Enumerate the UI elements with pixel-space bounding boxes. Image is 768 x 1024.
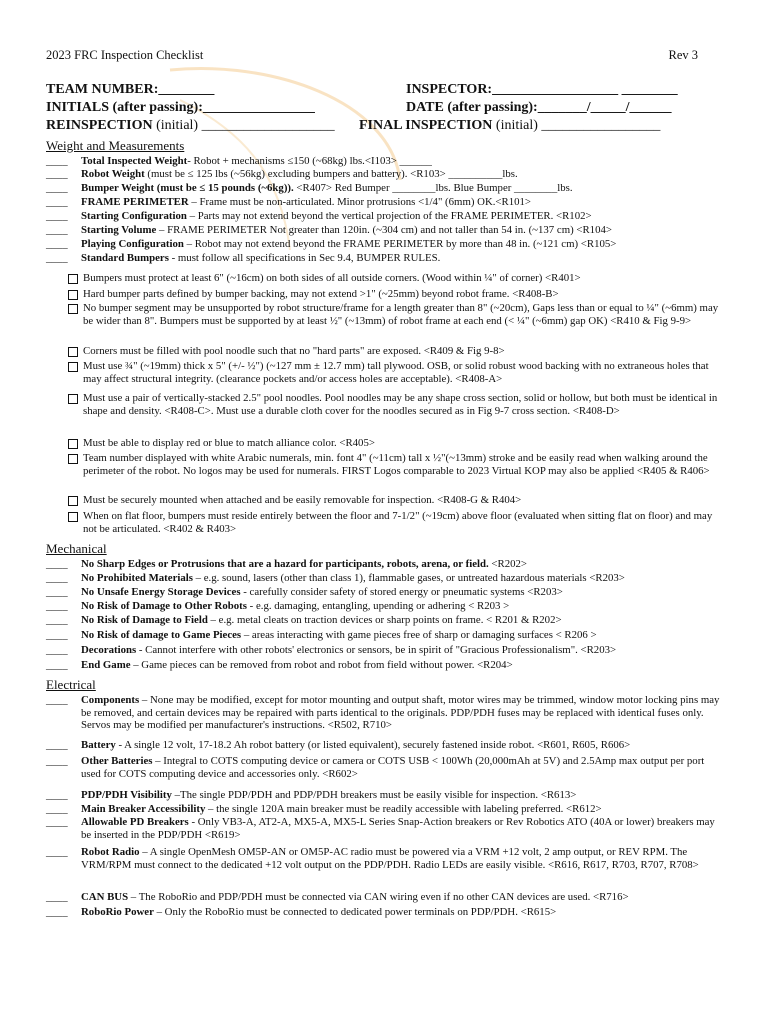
item-heading: Components [81, 694, 140, 706]
mechanical-section [46, 541, 107, 557]
item-heading: No Risk of Damage to Field [81, 614, 208, 626]
item-text: Other Batteries – Integral to COTS computing device or camera or COTS USB < 100Wh (20,000mAh at 5V) and 2.5Amp max output per port used for COTS computing device and accessories only. <R602> [81, 755, 705, 780]
checkbox[interactable] [68, 304, 78, 314]
final-inspection-blank: (initial) _________________ [492, 118, 661, 133]
electrical-item [46, 906, 726, 919]
item-heading: FRAME PERIMETER [81, 196, 189, 208]
checkbox[interactable] [68, 454, 78, 464]
item-heading: RoboRio Power [81, 906, 154, 918]
mechanical-section-title: Mechanical [46, 541, 107, 556]
item-text: Total Inspected Weight- Robot + mechanisms ≤150 (~68kg) lbs.<I103> ______ [81, 155, 432, 167]
item-heading: No Prohibited Materials [81, 572, 193, 584]
initials-field[interactable]: INITIALS (after passing):________________ [46, 100, 315, 115]
item-text: No Sharp Edges or Protrusions that are a hazard for participants, robots, arena, or field. <R202> [81, 558, 527, 570]
item-text: Allowable PD Breakers - Only VB3-A, AT2-A, MX5-A, MX5-L Series Snap-Action breakers or Rev Robotics ATO (40A or lower) breakers may be inserted in the PDP/PDH <R619> [81, 816, 715, 841]
electrical-item [46, 755, 726, 780]
item-text: Playing Configuration – Robot may not extend beyond the FRAME PERIMETER by more than 48 in. (~121 cm) <R105> [81, 238, 617, 250]
weight-item [46, 252, 726, 265]
subitem-text: Bumpers must protect at least 6" (~16cm) on both sides of all outside corners. (Wood within ¼" of corner) <R401> [83, 272, 581, 284]
bumper-subitem [68, 345, 724, 358]
subitem-text: Must use ¾" (~19mm) thick x 5" (+/- ½") (~127 mm ± 12.7 mm) tall plywood. OSB, or solid robust wood backing with no extraneous holes that may affect structural integrity. (clearance pockets and/or access holes are acceptable). <R408-A> [83, 360, 709, 385]
item-heading: Starting Configuration [81, 210, 187, 222]
mechanical-item [46, 614, 726, 627]
field-row-3 [46, 118, 726, 136]
bumper-subitem [68, 288, 724, 301]
item-text: No Risk of Damage to Other Robots - e.g. damaging, entangling, upending or adhering < R203 > [81, 600, 510, 612]
reinspection-field[interactable] [46, 118, 335, 134]
subitem-text: Must use a pair of vertically-stacked 2.5" pool noodles. Pool noodles may be any shape cross section, solid or hollow, but both must be identical in shape and density. <R408-C>. Must use a durable cloth cover for the noodles secured as in Fig 9-7 cross section. <R408-D> [83, 392, 718, 417]
item-text: Battery - A single 12 volt, 17-18.2 Ah robot battery (or listed equivalent), securely fastened inside robot. <R601, R605, R606> [81, 739, 631, 751]
electrical-section [46, 677, 96, 693]
electrical-item [46, 694, 726, 732]
checkbox-blank[interactable]: ____ [46, 168, 68, 180]
bumper-subitem [68, 437, 724, 450]
item-text: CAN BUS – The RoboRio and PDP/PDH must be connected via CAN wiring even if no other CAN devices are used. <R716> [81, 891, 629, 903]
item-heading: End Game [81, 659, 131, 671]
reinspection-blank: (initial) ___________________ [152, 118, 335, 133]
mechanical-item [46, 600, 726, 613]
checkbox-blank[interactable]: ____ [46, 789, 68, 801]
item-text: Starting Configuration – Parts may not extend beyond the vertical projection of the FRAME PERIMETER. <R102> [81, 210, 592, 222]
checkbox[interactable] [68, 394, 78, 404]
subitem-text: Hard bumper parts defined by bumper backing, may not extend >1" (~25mm) beyond robot frame. <R408-B> [83, 288, 559, 300]
item-text: Standard Bumpers - must follow all specifications in Sec 9.4, BUMPER RULES. [81, 252, 441, 264]
field-row-2 [46, 100, 726, 118]
checkbox-blank[interactable]: ____ [46, 182, 68, 194]
checkbox-blank[interactable]: ____ [46, 210, 68, 222]
checkbox-blank[interactable]: ____ [46, 614, 68, 626]
revision-label: Rev 3 [668, 48, 698, 62]
item-text: No Prohibited Materials – e.g. sound, lasers (other than class 1), flammable gases, or untreated hazardous materials <R203> [81, 572, 625, 584]
electrical-item [46, 789, 726, 802]
weight-item [46, 196, 726, 209]
team-number-field[interactable]: TEAM NUMBER:________ [46, 82, 215, 97]
item-text: FRAME PERIMETER – Frame must be non-articulated. Minor protrusions <1/4" (6mm) OK.<R101> [81, 196, 532, 208]
checkbox-blank[interactable]: ____ [46, 846, 68, 858]
checkbox-blank[interactable]: ____ [46, 739, 68, 751]
checkbox-blank[interactable]: ____ [46, 816, 68, 828]
checkbox[interactable] [68, 347, 78, 357]
item-text: No Risk of Damage to Field – e.g. metal cleats on traction devices or sharp points on frame. < R201 & R202> [81, 614, 562, 626]
item-text: Starting Volume – FRAME PERIMETER Not greater than 120in. (~304 cm) and not taller than 54 in. (~137 cm) <R104> [81, 224, 612, 236]
checkbox[interactable] [68, 439, 78, 449]
item-text: Decorations - Cannot interfere with other robots' electronics or sensors, be in spirit of "Gracious Professionalism". <R203> [81, 644, 617, 656]
checkbox-blank[interactable]: ____ [46, 755, 68, 767]
document-title: 2023 FRC Inspection Checklist [46, 48, 204, 62]
electrical-item [46, 846, 726, 871]
weight-item [46, 155, 726, 168]
item-text: PDP/PDH Visibility –The single PDP/PDH and PDP/PDH breakers must be easily visible for inspection. <R613> [81, 789, 577, 801]
item-text: Robot Radio – A single OpenMesh OM5P-AN or OM5P-AC radio must be powered via a VRM +12 volt, 2 amp output, or REV RPM. The VRM/RPM must connect to the dedicated +12 volt output on the PDP/PDH. Radio LEDs are easily visible. <R616, R617, R703, R707, R708> [81, 846, 699, 871]
electrical-item [46, 739, 726, 752]
item-text: End Game – Game pieces can be removed from robot and robot from field without power. <R204> [81, 659, 513, 671]
item-text: Main Breaker Accessibility – the single 120A main breaker must be readily accessible with labeling preferred. <R612> [81, 803, 602, 815]
item-text: No Risk of damage to Game Pieces – areas interacting with game pieces free of sharp or damaging surfaces < R206 > [81, 629, 597, 641]
subitem-text: Corners must be filled with pool noodle such that no "hard parts" are exposed. <R409 & Fig 9-8> [83, 345, 505, 357]
checkbox-blank[interactable]: ____ [46, 252, 68, 264]
checkbox[interactable] [68, 362, 78, 372]
item-heading: No Unsafe Energy Storage Devices [81, 586, 241, 598]
item-heading: Main Breaker Accessibility [81, 803, 206, 815]
weight-item [46, 182, 726, 195]
electrical-section-title: Electrical [46, 677, 96, 692]
subitem-text: Team number displayed with white Arabic numerals, min. font 4" (~11cm) tall x ½"(~13mm) stroke and be easily read when walking around the perimeter of the robot. No logos may be used for numerals. FIRST Logos comparable to 2023 Virtual KOP may also be applied <R405 & R406> [83, 452, 710, 477]
checkbox-blank[interactable]: ____ [46, 155, 68, 167]
checkbox-blank[interactable]: ____ [46, 238, 68, 250]
item-heading: Battery [81, 739, 116, 751]
checkbox[interactable] [68, 496, 78, 506]
item-heading: Bumper Weight (must be ≤ 15 pounds (~6kg)). [81, 182, 294, 194]
checkbox-blank[interactable]: ____ [46, 629, 68, 641]
item-heading: No Risk of Damage to Other Robots [81, 600, 247, 612]
checkbox-blank[interactable]: ____ [46, 644, 68, 656]
item-heading: Playing Configuration [81, 238, 184, 250]
item-heading: Total Inspected Weight [81, 155, 188, 167]
item-heading: Other Batteries [81, 755, 153, 767]
bumper-subitem [68, 510, 724, 535]
item-heading: Allowable PD Breakers [81, 816, 189, 828]
checkbox-blank[interactable]: ____ [46, 586, 68, 598]
date-field[interactable]: DATE (after passing):_______/_____/______ [406, 100, 672, 115]
item-text: Bumper Weight (must be ≤ 15 pounds (~6kg)). <R407> Red Bumper ________lbs. Blue Bumper ________lbs. [81, 182, 573, 194]
item-heading: PDP/PDH Visibility [81, 789, 172, 801]
subitem-text: When on flat floor, bumpers must reside entirely between the floor and 7-1/2" (~19cm) above floor (evaluated when sitting flat on floor) and may not be articulated. <R402 & R403> [83, 510, 713, 535]
item-heading: Robot Weight [81, 168, 145, 180]
item-heading: Robot Radio [81, 846, 140, 858]
item-text: No Unsafe Energy Storage Devices - carefully consider safety of stored energy or pneumatic systems <R203> [81, 586, 563, 598]
checkbox-blank[interactable]: ____ [46, 600, 68, 612]
checkbox-blank[interactable]: ____ [46, 558, 68, 570]
checkbox-blank[interactable]: ____ [46, 906, 68, 918]
subitem-text: Must be securely mounted when attached and be easily removable for inspection. <R408-G & R404> [83, 494, 522, 506]
final-inspection-label: FINAL INSPECTION [359, 118, 493, 133]
mechanical-item [46, 558, 726, 571]
bumper-subitem [68, 302, 724, 327]
weight-section [46, 138, 184, 154]
item-heading: Standard Bumpers [81, 252, 169, 264]
item-heading: No Risk of damage to Game Pieces [81, 629, 242, 641]
bumper-subitem [68, 360, 724, 385]
item-text: Components – None may be modified, except for motor mounting and output shaft, motor wires may be trimmed, window motor locking pins may be removed, and certain devices may be repaired with parts identical to the originals. PDP/PDH fuses may be replaced with identical fuses only. Servos may be modified per manufacturer's instructions. <R502, R710> [81, 694, 720, 731]
checkbox-blank[interactable]: ____ [46, 891, 68, 903]
item-text: Robot Weight (must be ≤ 125 lbs (~56kg) excluding bumpers and battery). <R103> __________lbs. [81, 168, 518, 180]
field-row-1 [46, 82, 726, 100]
electrical-item [46, 891, 726, 904]
checkbox-blank[interactable]: ____ [46, 694, 68, 706]
item-heading: Decorations [81, 644, 137, 656]
weight-item [46, 168, 726, 181]
item-heading: CAN BUS [81, 891, 129, 903]
bumper-subitem [68, 272, 724, 285]
item-text: RoboRio Power – Only the RoboRio must be connected to dedicated power terminals on PDP/PDH. <R615> [81, 906, 557, 918]
checkbox-blank[interactable]: ____ [46, 803, 68, 815]
weight-section-title: Weight and Measurements [46, 138, 185, 153]
checkbox[interactable] [68, 512, 78, 522]
checkbox-blank[interactable]: ____ [46, 196, 68, 208]
bumper-subitem [68, 392, 724, 417]
mechanical-item [46, 644, 726, 657]
subitem-text: Must be able to display red or blue to match alliance color. <R405> [83, 437, 375, 449]
subitem-text: No bumper segment may be unsupported by robot structure/frame for a length greater than 8" (~20cm), Gaps less than or equal to ¼" (~6mm) may be wider than 8". Bumpers must be supported by at least ½" (~13mm) of robot frame at each end (< ¼" (~6mm) gap OK) <R410 & Fig 9-9> [83, 302, 719, 327]
weight-item [46, 224, 726, 237]
electrical-item [46, 803, 726, 816]
reinspection-label: REINSPECTION [46, 118, 153, 133]
mechanical-item [46, 586, 726, 599]
mechanical-item [46, 572, 726, 585]
electrical-item [46, 816, 726, 841]
weight-item [46, 238, 726, 251]
checkbox-blank[interactable]: ____ [46, 572, 68, 584]
bumper-subitem [68, 494, 724, 507]
final-inspection-field[interactable] [359, 118, 660, 134]
inspector-field[interactable]: INSPECTOR:__________________ ________ [406, 82, 678, 97]
checkbox-blank[interactable]: ____ [46, 224, 68, 236]
mechanical-item [46, 659, 726, 672]
item-heading: Starting Volume [81, 224, 157, 236]
weight-item [46, 210, 726, 223]
checkbox-blank[interactable]: ____ [46, 659, 68, 671]
checkbox[interactable] [68, 274, 78, 284]
item-heading: No Sharp Edges or Protrusions that are a hazard for participants, robots, arena, or field. [81, 558, 489, 570]
mechanical-item [46, 629, 726, 642]
bumper-subitem [68, 452, 724, 477]
checkbox[interactable] [68, 290, 78, 300]
